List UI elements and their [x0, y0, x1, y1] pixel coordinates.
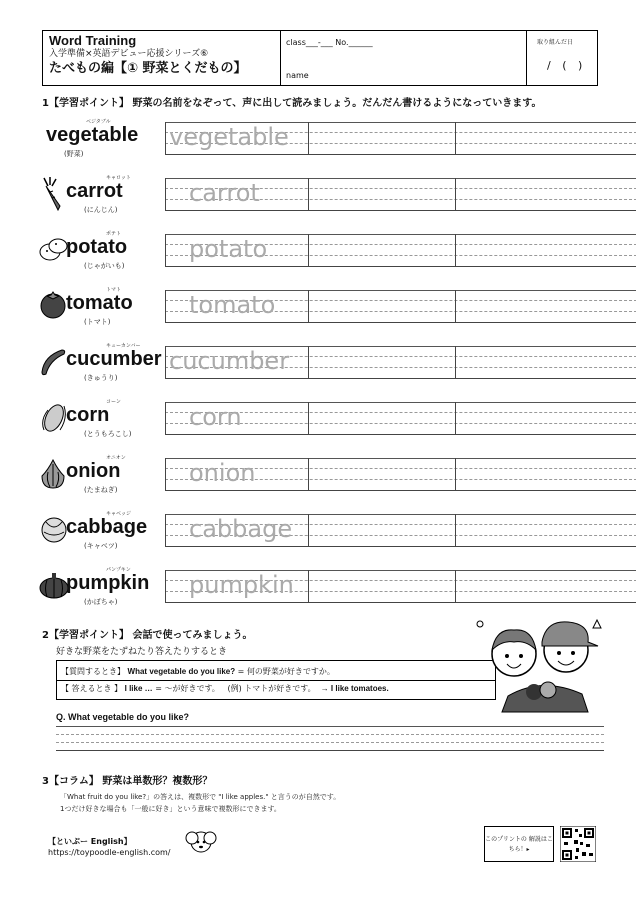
vocab-row-tomato — [38, 284, 604, 338]
word-meaning: (きゅうり) — [84, 374, 118, 382]
example-ja: (例) トマトが好きです。 — [227, 684, 316, 693]
trace-word: vegetable — [169, 123, 289, 151]
column-text-1: 「What fruit do you like?」の答えは、複数形で "I like apples." と言うのが自然です。 — [60, 793, 341, 801]
vocab-row-cucumber — [38, 340, 604, 394]
corn-icon — [38, 402, 68, 440]
trace-word: corn — [189, 403, 242, 431]
tracing-lines[interactable] — [165, 234, 636, 266]
question-line — [61, 664, 491, 680]
tracing-lines[interactable] — [165, 402, 636, 434]
tracing-lines[interactable] — [165, 178, 636, 210]
word-meaning: (にんじん) — [84, 206, 118, 214]
tracing-lines[interactable] — [165, 346, 636, 378]
explanation-link-box[interactable]: このプリントの 解説はこちら！▸ — [484, 826, 554, 862]
vocab-row-carrot — [38, 172, 604, 226]
trace-word: potato — [189, 235, 268, 263]
word-label: cucumber — [66, 348, 162, 370]
brand-name: 【といぷー English】 — [48, 837, 132, 846]
date-cell — [527, 31, 597, 85]
word-ruby: ベジタブル — [86, 119, 111, 125]
trace-word: cucumber — [169, 347, 290, 375]
trace-word: tomato — [189, 291, 276, 319]
word-label: onion — [66, 460, 121, 482]
section2-subheading: 好きな野菜をたずねたり答えたりするとき — [56, 647, 228, 657]
sheet-title: たべもの編【① 野菜とくだもの】 — [49, 61, 247, 76]
potato-icon — [38, 234, 68, 268]
section2-heading: 2【学習ポイント】 会話で使ってみましょう。 — [42, 630, 253, 641]
question-prefix: 【質問するとき】 — [61, 667, 125, 676]
series-name: 入学準備×英語デビュー応援シリーズ⑥ — [49, 49, 209, 59]
trace-word: onion — [189, 459, 256, 487]
name-field[interactable]: name — [286, 71, 309, 80]
class-number-field[interactable]: class___-___ No.______ — [286, 38, 373, 47]
tracing-lines[interactable] — [165, 290, 636, 322]
word-label: pumpkin — [66, 572, 150, 594]
word-meaning: (とうもろこし) — [84, 430, 132, 438]
question-ja: = 何の野菜が好きですか。 — [237, 667, 335, 676]
header-box — [42, 30, 598, 86]
header-title-cell — [43, 31, 281, 85]
cucumber-icon — [38, 346, 68, 380]
site-url[interactable]: https://toypoodle-english.com/ — [48, 848, 171, 857]
answer-prefix: 【 答えるとき 】 — [61, 684, 123, 693]
word-label: potato — [66, 236, 128, 258]
word-label: cabbage — [66, 516, 148, 538]
word-meaning: (キャベツ) — [84, 542, 118, 550]
trace-word: cabbage — [189, 515, 293, 543]
word-meaning: (トマト) — [84, 318, 111, 326]
word-label: tomato — [66, 292, 133, 314]
answer-ja: = ～が好きです。 — [155, 684, 220, 693]
word-meaning: (野菜) — [64, 150, 84, 158]
poodle-icon — [184, 826, 218, 856]
word-ruby: コーン — [106, 399, 121, 405]
word-ruby: ポテト — [106, 231, 122, 237]
vocab-row-vegetable — [38, 116, 604, 170]
word-meaning: (たまねぎ) — [84, 486, 118, 494]
onion-icon — [38, 458, 68, 494]
word-label: carrot — [66, 180, 123, 202]
example-en: → I like tomatoes. — [320, 684, 389, 693]
conversation-box — [56, 660, 496, 700]
answer-writing-lines[interactable] — [56, 726, 604, 750]
word-ruby: キャロット — [106, 175, 131, 181]
word-ruby: キャベッジ — [106, 511, 132, 517]
word-meaning: (じゃがいも) — [84, 262, 125, 270]
question-label: Q. What vegetable do you like? — [56, 712, 190, 722]
word-label: vegetable — [46, 124, 139, 146]
tracing-lines[interactable] — [165, 458, 636, 490]
tracing-lines[interactable] — [165, 514, 636, 546]
student-info-cell — [281, 31, 527, 85]
trace-word: pumpkin — [189, 571, 294, 599]
tracing-lines[interactable] — [165, 122, 636, 154]
word-ruby: パンプキン — [106, 567, 131, 573]
tomato-icon — [38, 290, 68, 324]
vocab-row-cabbage — [38, 508, 604, 562]
kids-illustration-icon — [472, 606, 608, 716]
done-date-label: 取り組んだ日 — [537, 39, 574, 46]
section1-heading: 1【学習ポイント】 野菜の名前をなぞって、声に出して読みましょう。だんだん書けるようになっていきます。 — [42, 98, 542, 109]
date-field[interactable]: / ( ) — [547, 59, 587, 72]
carrot-icon — [38, 176, 64, 216]
word-label: corn — [66, 404, 110, 426]
answer-line — [61, 681, 491, 697]
answer-en: I like … — [124, 684, 153, 693]
word-meaning: (かぼちゃ) — [84, 598, 118, 606]
question-en: What vegetable do you like? — [127, 667, 236, 676]
word-ruby: トマト — [106, 287, 122, 293]
word-ruby: キューカンバー — [106, 343, 141, 349]
word-ruby: オニオン — [106, 455, 126, 461]
column-text-2: 1つだけ好きな場合も「一般に好き」という意味で複数形にできます。 — [60, 805, 281, 813]
qr-code-icon[interactable] — [560, 826, 596, 862]
tracing-lines[interactable] — [165, 570, 636, 602]
trace-word: carrot — [189, 179, 260, 207]
vocab-row-potato — [38, 228, 604, 282]
vocab-row-onion — [38, 452, 604, 506]
worksheet-title: Word Training — [49, 33, 137, 48]
section3-heading: 3【コラム】 野菜は単数形？複数形？ — [42, 776, 213, 787]
vocab-row-corn — [38, 396, 604, 450]
